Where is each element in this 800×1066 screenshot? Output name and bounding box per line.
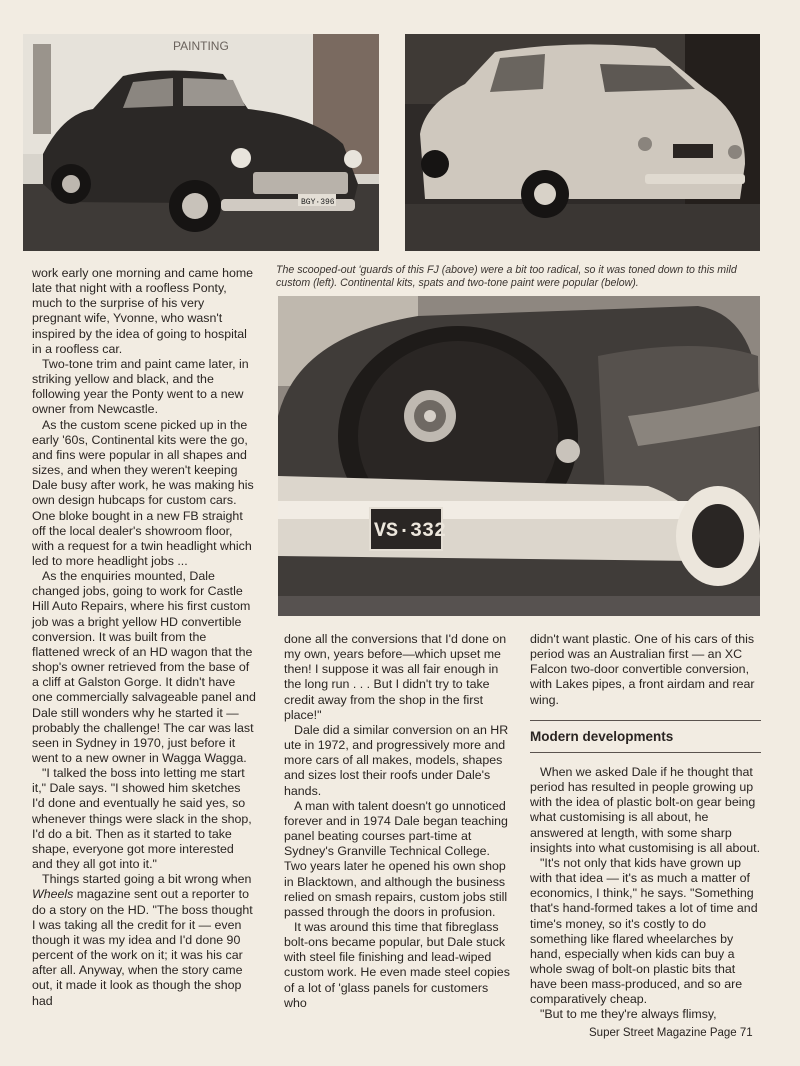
workshop-sign-text: PAINTING <box>173 39 229 53</box>
paragraph: Two-tone trim and paint came later, in striking yellow and black, and the following year the Ponty went to a new owner from Newcastle. <box>32 356 249 417</box>
paragraph <box>32 872 256 1008</box>
magazine-name: Wheels <box>32 887 74 902</box>
paragraph: It was around this time that fibreglass bolt-ons became popular, but Dale stuck with steel file finishing and lead-wiped custom work. He even made steel copies of a lot of 'glass panels for customers who <box>284 919 510 1010</box>
paragraph: When we asked Dale if he thought that period has resulted in people growing up with the idea of plastic bolt-on gear being what customising is all about, he answered at length, with some sharp insights into what customising is all about. <box>530 764 761 855</box>
photo-continental-kit-rear <box>278 296 760 616</box>
front-plate-text: BGY·396 <box>301 198 335 207</box>
article-column-2 <box>284 632 510 1011</box>
article-column-1 <box>32 266 256 1009</box>
paragraph: As the enquiries mounted, Dale changed jobs, going to work for Castle Hill Auto Repairs, where his first custom job was a bright yellow HD convertible conversion. It was built from the flattened wreck of an HD wagon that the shop's owner retrieved from the base of a cliff at Galston Gorge. It didn't have one commercially salvageable panel and Dale still wonders why he started it — probably the challenge! The car was last seen in Sydney in 1970, just before it went to a new owner in Wagga Wagga. <box>32 569 256 765</box>
page-footer: Super Street Magazine Page 71 <box>589 1027 753 1039</box>
paragraph: As the custom scene picked up in the early '60s, Continental kits were the go, and fins were popular in all shapes and sizes, and when they weren't keeping Dale busy after work, he was making his own design hubcaps for custom cars. One bloke bought in a new FB straight off the local dealer's showroom floor, with a request for a twin headlight which led to more headlight jobs ... <box>32 417 254 568</box>
text-run: magazine sent out a reporter to do a story on the HD. "The boss thought I was taking all the credit for it — even though it was my idea and I'd done 90 percent of the work on it; it was his car after all. Anyway, when the story came out, it made it look as though the shop had <box>32 887 253 1008</box>
article-column-3 <box>530 632 761 1023</box>
photo-fj-custom-side <box>23 34 379 251</box>
paragraph: "But to me they're always flimsy, <box>540 1007 717 1022</box>
paragraph: done all the conversions that I'd done on my own, years before—which upset me then! I suppose it was all fair enough in the long run . . . But I didn't try to take credit away from the shop in the first place!" <box>284 632 507 722</box>
paragraph: A man with talent doesn't go unnoticed forever and in 1974 Dale began teaching panel beating courses part-time at Sydney's Granville Technical College. Two years later he opened his own shop in Blacktown, and although the business relied on smash repairs, custom jobs still passed through the doors in profusion. <box>284 798 508 919</box>
photo-fj-light-sedan <box>405 34 760 251</box>
section-heading: Modern developments <box>530 720 761 753</box>
photo-caption: The scooped-out 'guards of this FJ (above) were a bit too radical, so it was toned down to this mild custom (left). Continental kits, spats and two-tone paint were popular (below). <box>276 264 737 289</box>
rear-plate-text: VS·332 <box>374 520 447 543</box>
text-run: Things started going a bit wrong when <box>42 872 252 887</box>
paragraph: "I talked the boss into letting me start it," Dale says. "I showed him sketches I'd done and eventually he said yes, so whenever things were slack in the shop, I'd do a bit. Then as it started to take shape, everyone got more interested and they all got into it." <box>32 766 252 872</box>
paragraph: "It's not only that kids have grown up with that idea — it's as much a matter of economics, I think," he says. "Something that's hand-formed takes a lot of time and time's money, so it's costly to do something like flared wheelarches by hand, especially when kids can buy a whole swag of bolt-on plastic bits that have been mass-produced, and so are comparatively cheap. <box>530 855 758 1007</box>
paragraph: didn't want plastic. One of his cars of this period was an Australian first — an XC Falcon two-door convertible conversion, with Lakes pipes, a front airdam and rear wing. <box>530 632 755 707</box>
paragraph: work early one morning and came home late that night with a roofless Ponty, much to the surprise of his very pregnant wife, Yvonne, who wasn't inspired by the idea of going to hospital in a roofless car. <box>32 266 254 356</box>
paragraph: Dale did a similar conversion on an HR ute in 1972, and progressively more and more cars of all makes, models, shapes and sizes lost their roofs under Dale's hands. <box>284 722 509 798</box>
